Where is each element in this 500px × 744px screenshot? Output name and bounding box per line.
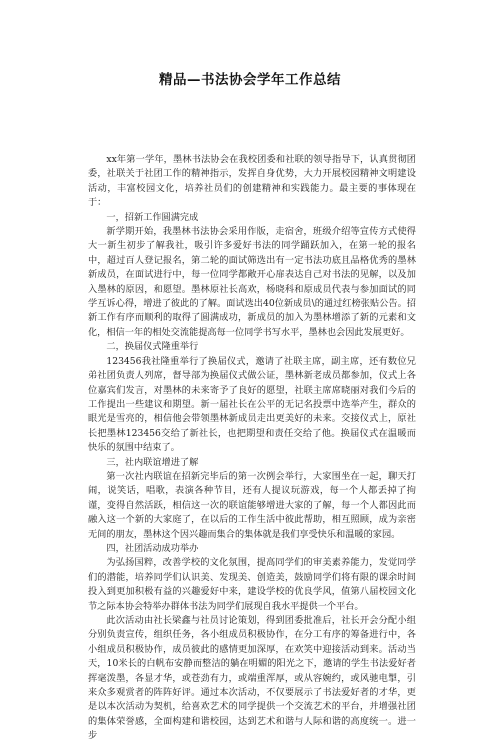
section-heading-4: 四，社团活动成功举办 xyxy=(106,542,199,554)
paragraph-recruitment: 新学期开始，我墨林书法协会采用作版，走宿舍，班级介绍等宣传方式使得大一新生初步了解我社，吸引许多爱好书法的同学踊跃加入，在第一轮的报名中，超过百人登记报名，第二轮的面试筛选出有一定书法功底且品格优秀的墨林新成员，在面试进行中，每一位同学都敞开心扉表达自己对书法的见解，以及加入墨林的原因，和愿望。墨林原社长高欢，杨晓科和原成员代表与参加面试的同学互诉心得，增进了彼此的了解。面试选出40位新成员\的通过红榜张贴公告。招新工作有序而顺利的取得了圆满成功，新成员的加入为墨林增添了新的元素和文化，相信一年的相处交流能提高每一位同学书写水平，墨林也会因此发展更好。 xyxy=(88,226,416,338)
paragraph-activity-process: 此次活动由社长梁鑫与社员讨论策划，得到团委批准后，社长开会分配小组分别负责宣传，组织任务，各小组成员积极协作，在分工有序的筹备进行中，各小组成员积极协作，成员彼此的感情更加深厚，在欢笑中迎接活动到来。活动当天，10米长的白帆布安静而整洁的躺在明媚的阳光之下，邀请的学生书法爱好者挥毫泼墨，各显才华，或苍劲有力，或端重浑厚，或从容婉约，或风驰电掣，引来众多观赏者的阵阵好评。通过本次活动，不仅要展示了书法爱好者的才华，更是以本次活动为契机，给喜欢艺术的同学提供一个交流艺术的平台，并增强社团的集体荣誉感，全面构建和谐校园，达到艺术和谐与人际和谐的高度统一。进一步 xyxy=(88,615,416,742)
paragraph-intro: xx年第一学年，墨林书法协会在我校团委和社联的领导指导下，认真贯彻团委，社联关于社团工作的精神指示，发挥自身优势，大力开展校园精神文明建设活动，丰富校园文化，培养社员们的创建精神和实践能力。最主要的事体现在于： xyxy=(88,154,416,209)
paragraph-social: 第一次社内联谊在招新完毕后的第一次例会举行，大家围坐在一起，聊天打闹，说笑话，唱歌，表演各种节目，还有人提议玩游戏，每一个人都丢掉了拘谨，变得自然活跃，相信这一次的联谊能够增进大家的了解，每一个人都因此而融入这一个新的大家庭了，在以后的工作生活中彼此帮助，相互照顾，成为亲密无间的朋友，墨林这个因兴趣而集合的集体就是我们享受快乐和温暖的家园。 xyxy=(88,470,416,540)
section-heading-2: 二，换届仪式隆重举行 xyxy=(106,341,199,353)
paragraph-election: 123456我社隆重举行了换届仪式，邀请了社联主席，副主席，还有数位兄弟社团负责人列席，督导部为换届仪式做公证，墨林新老成员都参加，仪式上各位嘉宾们发言，对墨林的未来寄予了良好的愿望，社联主席席晓丽对我们今后的工作提出一些建议和期望。新一届社长在公平的无记名投票中选举产生，群众的眼光是雪亮的，相信他会带领墨林新成员走出更美好的未来。交接仪式上，原社长把墨林123456交给了新社长，也把期望和责任交给了他。换届仪式在温暖而快乐的氛围中结束了。 xyxy=(88,355,416,454)
section-heading-1: 一，招新工作圆满完成 xyxy=(106,211,199,223)
document-title: 精品—书法协会学年工作总结 xyxy=(159,72,341,88)
section-heading-3: 三，社内联谊增进了解 xyxy=(106,456,199,468)
paragraph-activity-purpose: 为弘扬国粹，改善学校的文化氛围，提高同学们的审美素养能力，发觉同学们的潜能，培养同学们认识美、发现美、创造美，鼓励同学们将有限的课余时间投入到更加积极有益的兴趣爱好中来，建设学校的优良学风，值第八届校园文化节之际本协会特举办群体书法为同学们展现自我水平提供一个平台。 xyxy=(88,557,416,612)
document-body xyxy=(88,153,416,744)
